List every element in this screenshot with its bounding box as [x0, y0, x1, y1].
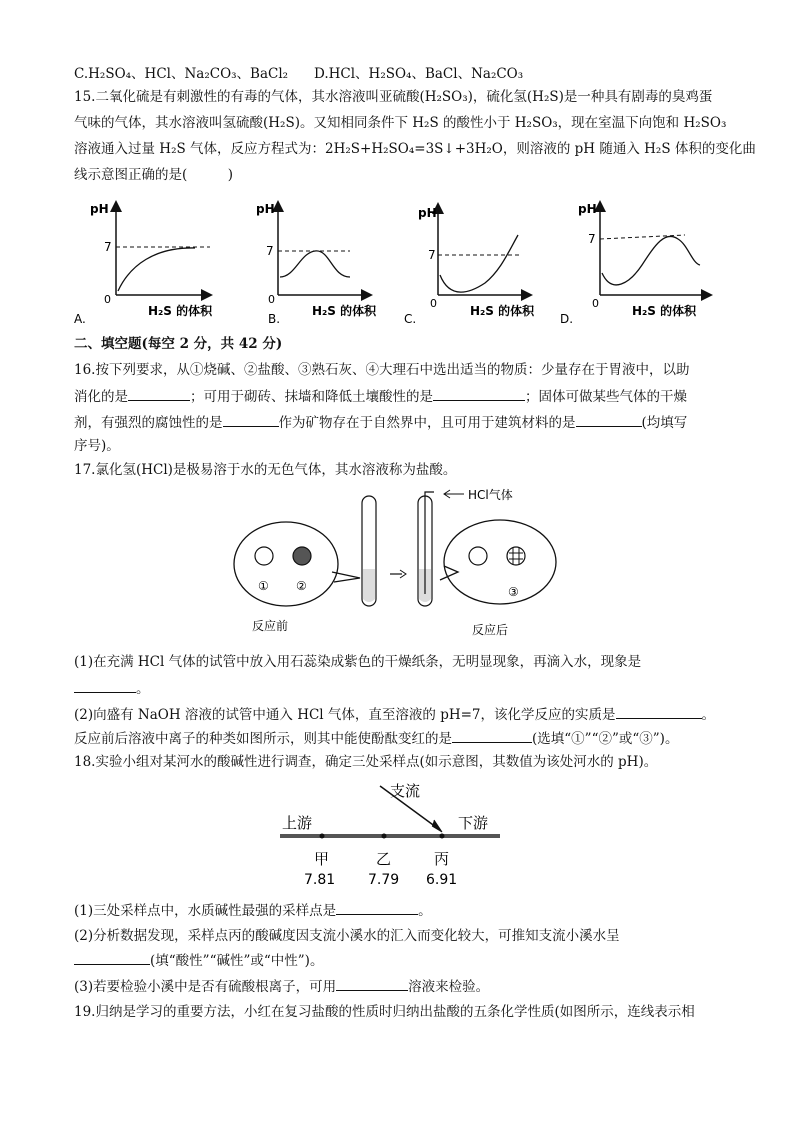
q18-s3-end: 溶液来检验。 [408, 979, 490, 995]
q16-text-d: 剂，有强烈的腐蚀性的是 [74, 415, 223, 431]
q18-blank-2[interactable] [74, 950, 150, 965]
graph-c-xlabel: H₂S 的体积 [470, 304, 535, 318]
q17-p3-text: 反应前后溶液中离子的种类如图所示，则其中能使酚酞变红的是 [74, 731, 452, 747]
graph-b-option: B. [268, 312, 281, 326]
graph-b-ylabel: pH [256, 202, 275, 216]
q18-part2-answer [74, 950, 323, 971]
q14-option-d: D.HCl、H₂SO₄、BaCl、Na₂CO₃ [314, 66, 524, 82]
q18-part2: (2)分析数据发现，采样点丙的酸碱度因支流小溪水的汇入而变化较大，可推知支流小溪水呈 [74, 928, 620, 944]
q18-blank-1[interactable] [336, 900, 418, 915]
graph-c-option: C. [404, 312, 417, 326]
q15-stem-line4: 线示意图正确的是( ) [74, 167, 234, 183]
before-label: 反应前 [252, 619, 289, 633]
point-yi-ph: 7.79 [368, 872, 400, 888]
q18-intro: 18.实验小组对某河水的酸碱性进行调查，确定三处采样点(如示意图，其数值为该处河水的 pH)。 [74, 754, 658, 770]
q16-text-b: ；可用于砌砖、抹墙和降低土壤酸性的是 [190, 389, 433, 405]
q18-part1 [74, 900, 432, 921]
after-label: 反应后 [472, 623, 509, 637]
point-jia-name: 甲 [314, 850, 330, 868]
hcl-gas-label: HCl气体 [468, 488, 513, 502]
point-yi-name: 乙 [376, 850, 392, 868]
q16-line3 [74, 412, 687, 433]
graph-b-origin: 0 [268, 293, 275, 306]
graph-a-option: A. [74, 312, 86, 326]
q16-text-c: ；固体可做某些气体的干燥 [525, 389, 687, 405]
q16-text-e: 作为矿物存在于自然界中，且可用于建筑材料的是 [278, 415, 576, 431]
graph-a-seven: 7 [104, 240, 112, 254]
graph-c-origin: 0 [430, 297, 437, 310]
graph-c[interactable] [404, 205, 535, 326]
ion-label-3: ③ [508, 585, 519, 599]
q18-blank-3[interactable] [336, 976, 408, 991]
q18-s2-end: (填“酸性”“碱性”或“中性”)。 [150, 953, 324, 969]
ion-label-2: ② [296, 579, 307, 593]
q17-p1-end: 。 [136, 681, 150, 697]
graph-d-seven: 7 [588, 232, 596, 246]
graph-d[interactable] [560, 202, 710, 326]
q16-line2 [74, 386, 687, 407]
graph-d-ylabel: pH [578, 202, 597, 216]
q18-part3 [74, 976, 489, 997]
q18-s3-text: (3)若要检验小溪中是否有硫酸根离子，可用 [74, 979, 337, 995]
q17-part2 [74, 704, 715, 725]
q17-diagram [220, 484, 740, 644]
q16-blank-3[interactable] [223, 412, 279, 427]
graph-d-xlabel: H₂S 的体积 [632, 304, 697, 318]
q17-p3-end: (选填“①”“②”或“③”)。 [532, 731, 679, 747]
graph-c-ylabel: pH [418, 206, 437, 220]
graph-a-xlabel: H₂S 的体积 [148, 304, 213, 318]
graph-a-ylabel: pH [90, 202, 109, 216]
point-bing-name: 丙 [434, 850, 450, 868]
q17-part3 [74, 728, 678, 749]
q16-blank-4[interactable] [576, 412, 642, 427]
q17-part1-answer [74, 678, 150, 699]
q16-blank-2[interactable] [433, 386, 525, 401]
graph-a-origin: 0 [104, 293, 111, 306]
q17-intro: 17.氯化氢(HCl)是极易溶于水的无色气体，其水溶液称为盐酸。 [74, 462, 457, 478]
q18-river-diagram [270, 774, 530, 890]
point-bing-ph: 6.91 [426, 872, 458, 888]
tributary-label: 支流 [390, 782, 421, 800]
q16-line1: 16.按下列要求，从①烧碱、②盐酸、③熟石灰、④大理石中选出适当的物质：少量存在于胃液中，以助 [74, 362, 690, 378]
q16-blank-1[interactable] [128, 386, 190, 401]
q18-s1-end: 。 [418, 903, 432, 919]
q17-p2-end: 。 [701, 707, 716, 723]
q19-stem: 19.归纳是学习的重要方法，小红在复习盐酸的性质时归纳出盐酸的五条化学性质(如图所示，连线表示相 [74, 1004, 695, 1020]
q16-line4: 序号)。 [74, 438, 120, 454]
q18-s1-text: (1)三处采样点中，水质碱性最强的采样点是 [74, 903, 337, 919]
graph-b[interactable] [256, 202, 377, 326]
q16-text-f: (均填写 [641, 415, 688, 431]
q15-stem-line1: 15.二氧化硫是有刺激性的有毒的气体，其水溶液叫亚硫酸(H₂SO₃)，硫化氢(H₂S)是一种具有剧毒的臭鸡蛋 [74, 89, 713, 105]
q17-blank-3[interactable] [452, 728, 532, 743]
downstream-label: 下游 [458, 814, 489, 832]
point-jia-ph: 7.81 [304, 872, 336, 888]
graph-b-seven: 7 [266, 244, 274, 258]
graph-c-seven: 7 [428, 248, 436, 262]
graph-b-xlabel: H₂S 的体积 [312, 304, 377, 318]
q15-stem-line2: 气味的气体，其水溶液叫氢硫酸(H₂S)。又知相同条件下 H₂S 的酸性小于 H₂SO₃，现在室温下向饱和 H₂SO₃ [74, 115, 727, 131]
q15-graphs [60, 195, 740, 330]
q15-stem-line3: 溶液通入过量 H₂S 气体，反应方程式为：2H₂S+H₂SO₄=3S↓+3H₂O，则溶液的 pH 随通入 H₂S 体积的变化曲 [74, 141, 756, 157]
q17-part1: (1)在充满 HCl 气体的试管中放入用石蕊染成紫色的干燥纸条，无明显现象，再滴入水，现象是 [74, 654, 642, 670]
q16-text-a: 消化的是 [74, 389, 128, 405]
ion-label-1: ① [258, 579, 269, 593]
q17-blank-2[interactable] [616, 704, 702, 719]
graph-d-option: D. [560, 312, 574, 326]
q14-option-c: C.H₂SO₄、HCl、Na₂CO₃、BaCl₂ [74, 66, 289, 82]
section-2-title: 二、填空题(每空 2 分，共 42 分) [74, 336, 283, 352]
graph-a[interactable] [74, 202, 213, 326]
q17-blank-1[interactable] [74, 678, 136, 693]
q17-p2-text: (2)向盛有 NaOH 溶液的试管中通入 HCl 气体，直至溶液的 pH=7，该化学反应的实质是 [74, 707, 616, 723]
upstream-label: 上游 [282, 814, 313, 832]
graph-d-origin: 0 [592, 297, 599, 310]
